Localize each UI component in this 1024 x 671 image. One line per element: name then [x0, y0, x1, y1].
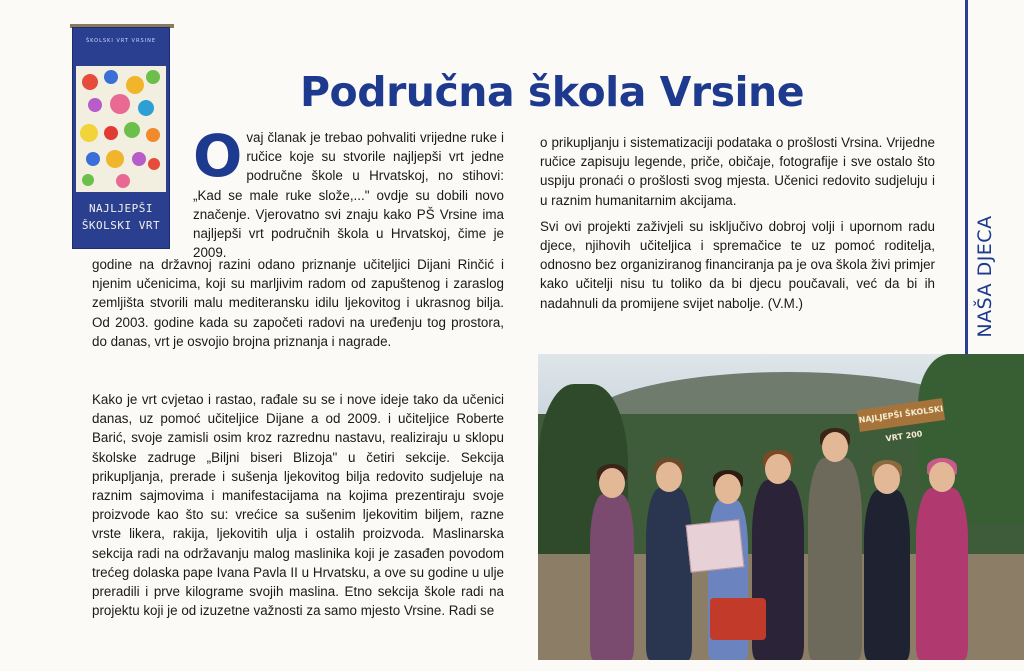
- banner-top: [73, 28, 169, 66]
- banner-top-text: ŠKOLSKI VRT VRSINE: [85, 38, 157, 44]
- section-label-text: NAŠA DJECA: [974, 215, 996, 338]
- article-paragraph-1: vaj članak je trebao pohvaliti vrijedne ruke i ručice koje su stvorile najljepši vrt jedne područne škole u Hrvatskoj, no stihovi: „Kad se male ruke slože,..." ovdje su dobili novo značenje. Vjerovatno svi znaju kako PŠ Vrsine ima najljepši vrt područnih škola u Hrvatskoj, čime je 2009.: [193, 130, 504, 261]
- article-paragraph-3: o prikupljanju i sistematizaciji podataka o prošlosti Vrsina. Vrijedne ručice zapisuju legende, priče, običaje, fotografije i sve ostalo što uspiju pronaći o prošlosti svog mjesta. Učenici redovito sudjeluju i u raznim humanitarnim akcijama.: [540, 135, 935, 208]
- red-suitcase: [710, 598, 766, 640]
- article-paragraph-1-cont: godine na državnoj razini odano priznanje učiteljici Dijani Rinčić i njenim učenicima, koji su marljivim radom od zapuštenog i zaraslog zemljišta stvorili malu mediteransku idilu ljekovitog i ukrasnog bilja. Od 2003. godine kada su započeti radovi na uređenju tog prostora, do danas, vrt je osvojio brojna priznanja i nagrade.: [92, 257, 504, 349]
- article-paragraph-2: Kako je vrt cvjetao i rastao, rađale su se i nove ideje tako da učenici danas, uz pomoć učiteljice Dijane a od 2009. i učiteljice Roberte Barić, svoje zamisli osim kroz razrednu nastavu, realiziraju u sklopu školske zadruge „Biljni biseri Blizoja" u četiri sekcije. Sekcija prikupljanja, prerade i sušenja ljekovitog bilja redovito sudjeluje na raznim sajmovima i manifestacijama na kojima prezentiraju svoje proizvode kao što su: vrećice sa sušenim ljekovitim biljem, razne vrste likera, rakija, ljekovitih ulja i ostalih proizvoda. Maslinarska sekcija radi na održavanju malog maslinika koji je zasađen povodom trećeg dolaska pape Ivana Pavla II u Hrvatsku, a ove su godine u ulje preradili i prve kilograme svojih maslina. Etno sekcija škole radi na projektu koji je od izuzetne važnosti za samo mjesto Vrsine. Radi se: [92, 392, 504, 619]
- children-garden-photo: [538, 354, 1024, 660]
- banner-motto-line2: ŠKOLSKI VRT: [81, 219, 161, 232]
- banner-cloth: [72, 27, 170, 249]
- school-garden-banner: [64, 24, 174, 250]
- banner-motto-line1: NAJLJEPŠI: [88, 202, 154, 215]
- section-divider: [965, 0, 968, 355]
- banner-motto: [73, 200, 169, 234]
- section-label: [974, 204, 998, 349]
- banner-flower-icon: [76, 66, 166, 192]
- garden-sign: NAJLJEPŠI ŠKOLSKI VRT 200: [857, 398, 945, 432]
- article-title: Područna škola Vrsine: [300, 68, 805, 116]
- article-column-left-mid: [92, 255, 504, 358]
- article-paragraph-4: Svi ovi projekti zaživjeli su isključivo dobroj volji i upornom radu djece, njihovih učiteljica i spremačice te uz pomoć roditelja, odnosno bez organiziranog financiranja pa je ova škola živi primjer kako učitelji nisu tu toliko da bi djecu poučavali, već da bi ih nadahnuli da promijene svijet nabolje. (V.M.): [540, 218, 935, 311]
- gift-box: [686, 519, 745, 572]
- drop-cap: O: [193, 122, 243, 190]
- article-column-right: [540, 133, 935, 320]
- article-column-left-top: [193, 122, 504, 269]
- article-column-left-bottom: [92, 390, 504, 627]
